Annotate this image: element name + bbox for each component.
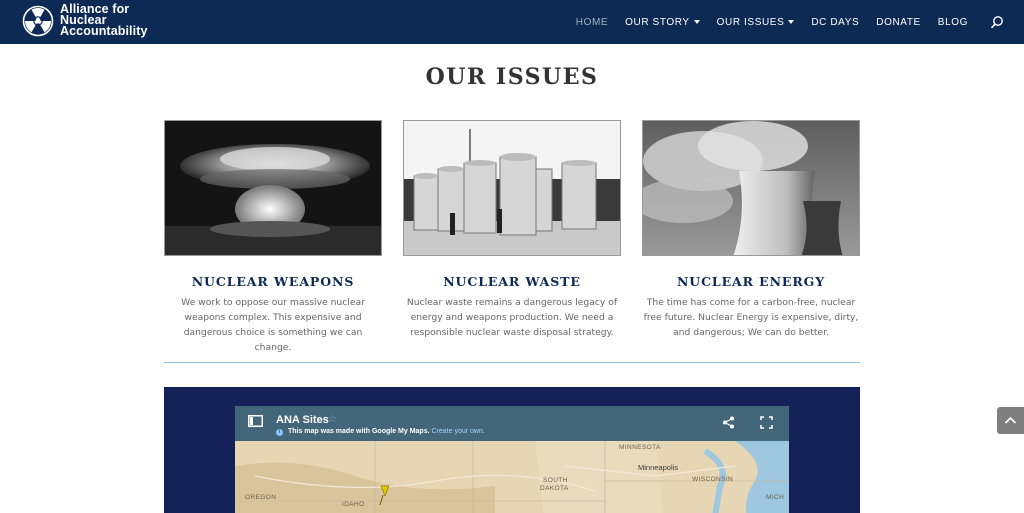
section-divider xyxy=(164,362,860,363)
card-description: Nuclear waste remains a dangerous legacy of energy and weapons production. We need a responsible nuclear waste disposal strategy. xyxy=(406,297,618,338)
map-section xyxy=(164,387,860,513)
share-icon[interactable] xyxy=(722,416,735,429)
map-label-mich: MICH xyxy=(766,494,785,501)
map-note xyxy=(276,428,485,436)
nav-item-our-issues[interactable] xyxy=(717,17,795,28)
chevron-down-icon xyxy=(788,20,794,24)
site-header xyxy=(0,0,1024,44)
fullscreen-icon[interactable] xyxy=(760,416,773,429)
card-description: We work to oppose our massive nuclear weapons complex. This expensive and dangerous choice is something we can change. xyxy=(181,297,365,353)
site-logo[interactable] xyxy=(22,4,148,37)
card-description: The time has come for a carbon-free, nuclear free future. Nuclear Energy is expensive, dirty, and dangerous; We can do better. xyxy=(643,297,859,338)
nav-label: OUR ISSUES xyxy=(716,16,785,28)
logo-line-3: Accountability xyxy=(60,24,148,38)
map-label-minneapolis: Minneapolis xyxy=(638,463,679,472)
map-label-south: SOUTH xyxy=(543,477,568,484)
google-my-maps-embed[interactable] xyxy=(235,406,789,513)
map-note-text: This map was made with Google My Maps. xyxy=(287,428,430,435)
nav-label: DC DAYS xyxy=(811,16,860,28)
nav-item-our-story[interactable] xyxy=(625,17,700,28)
nav-label: DONATE xyxy=(876,16,921,28)
dry-cask-storage-image[interactable] xyxy=(403,120,621,256)
nav-label: HOME xyxy=(575,16,609,28)
logo-text xyxy=(60,4,148,37)
chevron-up-icon xyxy=(1004,415,1017,425)
map-label-oregon: OREGON xyxy=(245,494,277,501)
main-nav xyxy=(559,0,1004,44)
map-title: ANA Sites xyxy=(276,414,329,426)
sidebar-toggle-icon[interactable] xyxy=(248,415,263,427)
radiation-logo-icon xyxy=(22,5,54,37)
nav-item-blog[interactable] xyxy=(938,17,968,28)
section-title: OUR ISSUES xyxy=(425,64,599,90)
scroll-to-top-button[interactable] xyxy=(997,407,1024,434)
map-label-dakota: DAKOTA xyxy=(540,485,569,492)
create-map-link[interactable]: Create your own. xyxy=(431,428,485,435)
mushroom-cloud-image[interactable] xyxy=(164,120,382,256)
star-icon[interactable]: ☆ xyxy=(328,414,337,425)
nav-label: OUR STORY xyxy=(625,16,690,28)
logo-line-1: Alliance for xyxy=(60,2,130,16)
map-label-idaho: IDAHO xyxy=(342,501,365,508)
nav-item-dc-days[interactable] xyxy=(811,17,859,28)
nav-item-donate[interactable] xyxy=(876,17,921,28)
issue-card-weapons xyxy=(164,120,382,355)
card-title[interactable]: NUCLEAR ENERGY xyxy=(676,274,826,289)
issue-card-waste xyxy=(403,120,621,340)
logo-line-2: Nuclear xyxy=(60,13,107,27)
nav-label: BLOG xyxy=(937,16,968,28)
issue-card-energy xyxy=(642,120,860,340)
map-label-minnesota: MINNESOTA xyxy=(619,444,661,451)
map-toolbar xyxy=(235,406,789,441)
nav-item-home[interactable] xyxy=(576,17,608,28)
card-title[interactable]: NUCLEAR WASTE xyxy=(443,274,581,289)
cooling-tower-image[interactable] xyxy=(642,120,860,256)
search-icon[interactable] xyxy=(990,15,1004,29)
map-label-wisconsin: WISCONSIN xyxy=(692,476,734,483)
chevron-down-icon xyxy=(694,20,700,24)
info-icon: i xyxy=(276,429,283,436)
card-title[interactable]: NUCLEAR WEAPONS xyxy=(191,274,355,289)
